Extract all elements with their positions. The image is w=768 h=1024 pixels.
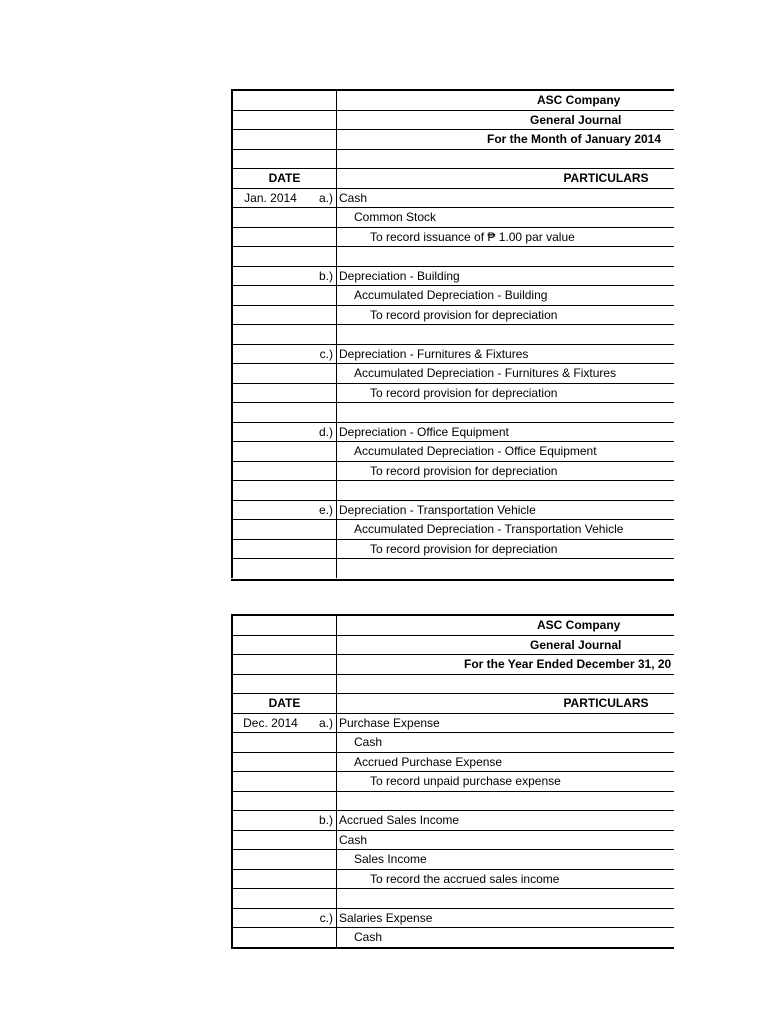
particulars-cell bbox=[337, 247, 675, 267]
date-column-header: DATE bbox=[232, 694, 337, 714]
journal-entry-row bbox=[232, 500, 674, 520]
particulars-cell bbox=[337, 559, 675, 578]
particulars-cell: Accrued Sales Income bbox=[337, 811, 675, 831]
particulars-cell: Salaries Expense bbox=[337, 908, 675, 928]
journal-entry-row bbox=[232, 247, 674, 267]
date-cell bbox=[232, 364, 337, 384]
entry-letter: b.) bbox=[318, 813, 333, 828]
particulars-cell bbox=[337, 889, 675, 909]
particulars-cell: Depreciation - Furnitures & Fixtures bbox=[337, 344, 675, 364]
blank-row bbox=[232, 149, 674, 169]
date-cell bbox=[232, 325, 337, 345]
journal-grid bbox=[231, 616, 674, 947]
journal-entry-row bbox=[232, 383, 674, 403]
journal-entry-row bbox=[232, 772, 674, 792]
date-cell bbox=[232, 733, 337, 753]
blank-row bbox=[232, 674, 674, 694]
journal-entry-row bbox=[232, 364, 674, 384]
date-cell bbox=[232, 344, 337, 364]
date-cell bbox=[232, 520, 337, 540]
particulars-cell: Accumulated Depreciation - Office Equipment bbox=[337, 442, 675, 462]
company-name: ASC Company bbox=[337, 91, 675, 110]
particulars-cell: To record unpaid purchase expense bbox=[337, 772, 675, 792]
journal-entry-row bbox=[232, 325, 674, 345]
journal-entry-row bbox=[232, 208, 674, 228]
date-cell bbox=[232, 752, 337, 772]
date-cell bbox=[232, 850, 337, 870]
date-cell bbox=[232, 305, 337, 325]
journal-entry-row bbox=[232, 791, 674, 811]
date-cell bbox=[232, 869, 337, 889]
date-cell bbox=[232, 188, 337, 208]
date-cell bbox=[232, 208, 337, 228]
particulars-cell: Depreciation - Building bbox=[337, 266, 675, 286]
particulars-cell: To record provision for depreciation bbox=[337, 539, 675, 559]
date-cell bbox=[232, 791, 337, 811]
date-cell bbox=[232, 539, 337, 559]
date-cell bbox=[232, 713, 337, 733]
particulars-cell: Accrued Purchase Expense bbox=[337, 752, 675, 772]
date-cell bbox=[232, 889, 337, 909]
date-cell bbox=[232, 908, 337, 928]
particulars-cell bbox=[337, 325, 675, 345]
column-header-row bbox=[232, 169, 674, 189]
journal-entry-row bbox=[232, 422, 674, 442]
particulars-cell: Cash bbox=[354, 930, 383, 945]
particulars-cell: Cash bbox=[337, 830, 675, 850]
date-cell bbox=[232, 403, 337, 423]
particulars-cell: To record issuance of ₱ 1.00 par value bbox=[337, 227, 675, 247]
journal-entry-row bbox=[232, 286, 674, 306]
journal-entry-row bbox=[232, 520, 674, 540]
entry-date: Dec. 2014 bbox=[243, 715, 298, 730]
journal-entry-row bbox=[232, 869, 674, 889]
journal-grid bbox=[231, 91, 674, 578]
particulars-cell: Accumulated Depreciation - Transportation Vehicle bbox=[337, 520, 675, 540]
entry-letter: d.) bbox=[318, 424, 333, 439]
particulars-cell: To record the accrued sales income bbox=[337, 869, 675, 889]
particulars-cell bbox=[337, 403, 675, 423]
journal-entry-row bbox=[232, 461, 674, 481]
date-cell bbox=[232, 247, 337, 267]
journal-entry-row bbox=[232, 928, 674, 947]
header-row-period bbox=[232, 130, 674, 150]
journal-entry-row bbox=[232, 733, 674, 753]
particulars-column-header: PARTICULARS bbox=[337, 169, 675, 189]
journal-entry-row bbox=[232, 227, 674, 247]
date-cell bbox=[232, 481, 337, 501]
particulars-column-header: PARTICULARS bbox=[337, 694, 675, 714]
journal-entry-row bbox=[232, 811, 674, 831]
header-row-period bbox=[232, 655, 674, 675]
journal-entry-row bbox=[232, 539, 674, 559]
entry-letter: a.) bbox=[318, 190, 333, 205]
journal-entry-row bbox=[232, 266, 674, 286]
date-cell bbox=[232, 830, 337, 850]
header-row-company bbox=[232, 91, 674, 110]
journal-period: For the Year Ended December 31, 20 bbox=[337, 655, 675, 675]
particulars-cell: Purchase Expense bbox=[337, 713, 675, 733]
date-cell bbox=[232, 422, 337, 442]
column-header-row bbox=[232, 694, 674, 714]
header-row-company bbox=[232, 616, 674, 635]
date-cell bbox=[232, 383, 337, 403]
date-cell bbox=[232, 461, 337, 481]
date-cell bbox=[232, 559, 337, 578]
journal-entry-row bbox=[232, 305, 674, 325]
particulars-cell: Accumulated Depreciation - Furnitures & Fixtures bbox=[337, 364, 675, 384]
entry-letter: c.) bbox=[319, 346, 333, 361]
particulars-cell: Cash bbox=[337, 188, 675, 208]
journal-entry-row bbox=[232, 850, 674, 870]
journal-entry-row bbox=[232, 908, 674, 928]
journal-table-january bbox=[231, 89, 674, 581]
journal-entry-row bbox=[232, 752, 674, 772]
particulars-cell: To record provision for depreciation bbox=[337, 305, 675, 325]
date-cell bbox=[232, 772, 337, 792]
date-cell bbox=[232, 266, 337, 286]
date-cell bbox=[232, 811, 337, 831]
journal-entry-row bbox=[232, 830, 674, 850]
particulars-cell: To record provision for depreciation bbox=[337, 383, 675, 403]
journal-entry-row bbox=[232, 713, 674, 733]
journal-entry-row bbox=[232, 889, 674, 909]
date-cell bbox=[232, 227, 337, 247]
journal-period: For the Month of January 2014 bbox=[337, 130, 675, 150]
date-column-header: DATE bbox=[232, 169, 337, 189]
date-cell bbox=[232, 500, 337, 520]
header-row-title bbox=[232, 635, 674, 655]
date-cell bbox=[232, 928, 337, 947]
entry-letter: b.) bbox=[318, 268, 333, 283]
particulars-cell: Accumulated Depreciation - Building bbox=[337, 286, 675, 306]
journal-table-december bbox=[231, 614, 674, 949]
journal-entry-row bbox=[232, 442, 674, 462]
journal-title: General Journal bbox=[337, 635, 675, 655]
date-cell bbox=[232, 286, 337, 306]
particulars-cell: Depreciation - Office Equipment bbox=[337, 422, 675, 442]
particulars-cell bbox=[337, 481, 675, 501]
entry-letter: a.) bbox=[318, 715, 333, 730]
entry-letter: c.) bbox=[319, 910, 333, 925]
journal-entry-row bbox=[232, 559, 674, 578]
particulars-cell: Cash bbox=[337, 733, 675, 753]
particulars-cell: Sales Income bbox=[337, 850, 675, 870]
entry-date: Jan. 2014 bbox=[244, 190, 297, 205]
particulars-cell: Common Stock bbox=[337, 208, 675, 228]
particulars-cell: To record provision for depreciation bbox=[337, 461, 675, 481]
header-row-title bbox=[232, 110, 674, 130]
journal-entry-row bbox=[232, 481, 674, 501]
entry-letter: e.) bbox=[318, 502, 333, 517]
company-name: ASC Company bbox=[337, 616, 675, 635]
date-cell bbox=[232, 442, 337, 462]
particulars-cell: Depreciation - Transportation Vehicle bbox=[337, 500, 675, 520]
journal-entry-row bbox=[232, 403, 674, 423]
particulars-cell bbox=[337, 791, 675, 811]
journal-entry-row bbox=[232, 188, 674, 208]
journal-title: General Journal bbox=[337, 110, 675, 130]
journal-entry-row bbox=[232, 344, 674, 364]
